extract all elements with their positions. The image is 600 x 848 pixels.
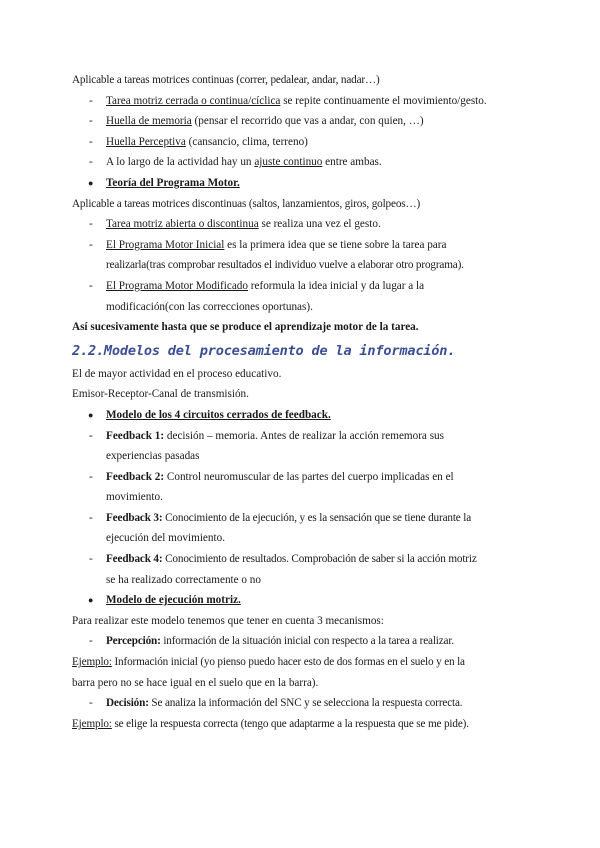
item-text-continued: se ha realizado correctamente o no [106,573,261,586]
item-text: información de la situación inicial con respecto a la tarea a realizar. [160,635,454,648]
dash-marker: - [89,115,93,128]
example-paragraph [72,652,532,673]
dash-marker: - [89,511,93,524]
list-item [72,152,532,173]
list-item [72,276,532,317]
item-text: se realiza una vez el gesto. [258,218,381,231]
paragraph-line: Emisor-Receptor-Canal de transmisión. [72,388,249,401]
dash-marker: - [89,238,93,251]
bold-term: Feedback 1: [106,429,165,442]
example-text: Información inicial (yo pienso puedo hacer esto de dos formas en el suelo y en la [111,656,465,669]
dash-marker: - [89,697,93,710]
list-item [72,132,532,153]
item-text-continued: realizarla(tras comprobar resultados el individuo vuelve a elaborar otro programa). [106,259,464,272]
item-text: reformula la idea inicial y da lugar a la [248,279,425,292]
bold-term: Feedback 4: [106,553,163,566]
dash-marker: - [89,279,93,292]
bullet-heading-text: Teoría del Programa Motor. [106,176,240,189]
item-text-continued: experiencias pasadas [106,450,200,463]
bold-term: Feedback 3: [106,511,163,524]
underlined-term: Huella de memoria [106,115,192,128]
list-item [72,214,532,235]
underlined-term: Huella Perceptiva [106,135,186,148]
example-continued: barra pero no se hace igual en el suelo que en la barra). [72,676,319,689]
bullet-heading-text: Modelo de ejecución motriz. [106,594,241,607]
closing-statement: Así sucesivamente hasta que se produce el aprendizaje motor de la tarea. [72,321,419,334]
item-text: decisión – memoria. Antes de realizar la acción rememora sus [164,429,444,442]
item-text: entre ambas. [322,156,382,169]
item-text: Control neuromuscular de las partes del cuerpo implicadas en el [164,470,454,483]
example-paragraph [72,714,532,735]
underlined-term: Tarea motriz abierta o discontinua [106,218,259,231]
section-heading: 2.2.Modelos del procesamiento de la información. [72,342,456,359]
item-text: A lo largo de la actividad hay un [106,156,255,169]
underlined-term: El Programa Motor Inicial [106,238,225,251]
item-text: Se analiza la información del SNC y se selecciona la respuesta correcta. [148,697,463,710]
dash-marker: - [89,470,93,483]
list-item [72,508,532,549]
item-text: Conocimiento de la ejecución, y es la sensación que se tiene durante la [162,511,472,524]
item-text: Conocimiento de resultados. Comprobación de saber si la acción motriz [162,553,477,566]
item-text-continued: modificación(con las correcciones oportunas). [106,300,313,313]
list-item [72,111,532,132]
paragraph-discontinuous-tasks: Aplicable a tareas motrices discontinuas (saltos, lanzamientos, giros, golpeos…) [72,197,421,210]
bullet-heading-text: Modelo de los 4 circuitos cerrados de feedback. [106,408,331,421]
bullet-heading-feedback-model [72,405,532,426]
underlined-term: Tarea motriz cerrada o continua/cíclica [106,94,281,107]
example-label: Ejemplo: [72,717,112,730]
bold-term: Percepción: [106,635,161,648]
list-item [72,693,532,714]
example-label: Ejemplo: [72,656,112,669]
list-item [72,91,532,112]
bold-term: Feedback 2: [106,470,165,483]
dash-marker: - [89,156,93,169]
document-page [72,70,532,734]
list-item [72,426,532,467]
item-text: es la primera idea que se tiene sobre la tarea para [224,238,447,251]
bold-term: Decisión: [106,697,149,710]
dash-marker: - [89,429,93,442]
item-text: (cansancio, clima, terreno) [185,135,308,148]
bullet-dot-icon: ● [88,595,94,606]
list-item [72,549,532,590]
item-text-continued: movimiento. [106,491,163,504]
bullet-dot-icon: ● [88,177,94,188]
bullet-heading-program-motor [72,173,532,194]
list-item [72,235,532,276]
paragraph-mechanisms: Para realizar este modelo tenemos que tener en cuenta 3 mecanismos: [72,614,384,627]
bullet-heading-execution-model [72,590,532,611]
dash-marker: - [89,635,93,648]
list-item [72,467,532,508]
item-text: (pensar el recorrido que vas a andar, con quien, …) [191,115,424,128]
paragraph-continuous-tasks: Aplicable a tareas motrices continuas (correr, pedalear, andar, nadar…) [72,74,380,86]
example-text: se elige la respuesta correcta (tengo que adaptarme a la respuesta que se me pide). [111,717,469,730]
item-text: se repite continuamente el movimiento/gesto. [280,94,487,107]
dash-marker: - [89,94,93,107]
bullet-dot-icon: ● [88,409,94,420]
dash-marker: - [89,218,93,231]
underlined-term: El Programa Motor Modificado [106,279,248,292]
underlined-term: ajuste continuo [254,156,323,169]
list-item [72,631,532,652]
dash-marker: - [89,553,93,566]
item-text-continued: ejecución del movimiento. [106,532,225,545]
paragraph-line: El de mayor actividad en el proceso educativo. [72,367,282,380]
dash-marker: - [89,135,93,148]
